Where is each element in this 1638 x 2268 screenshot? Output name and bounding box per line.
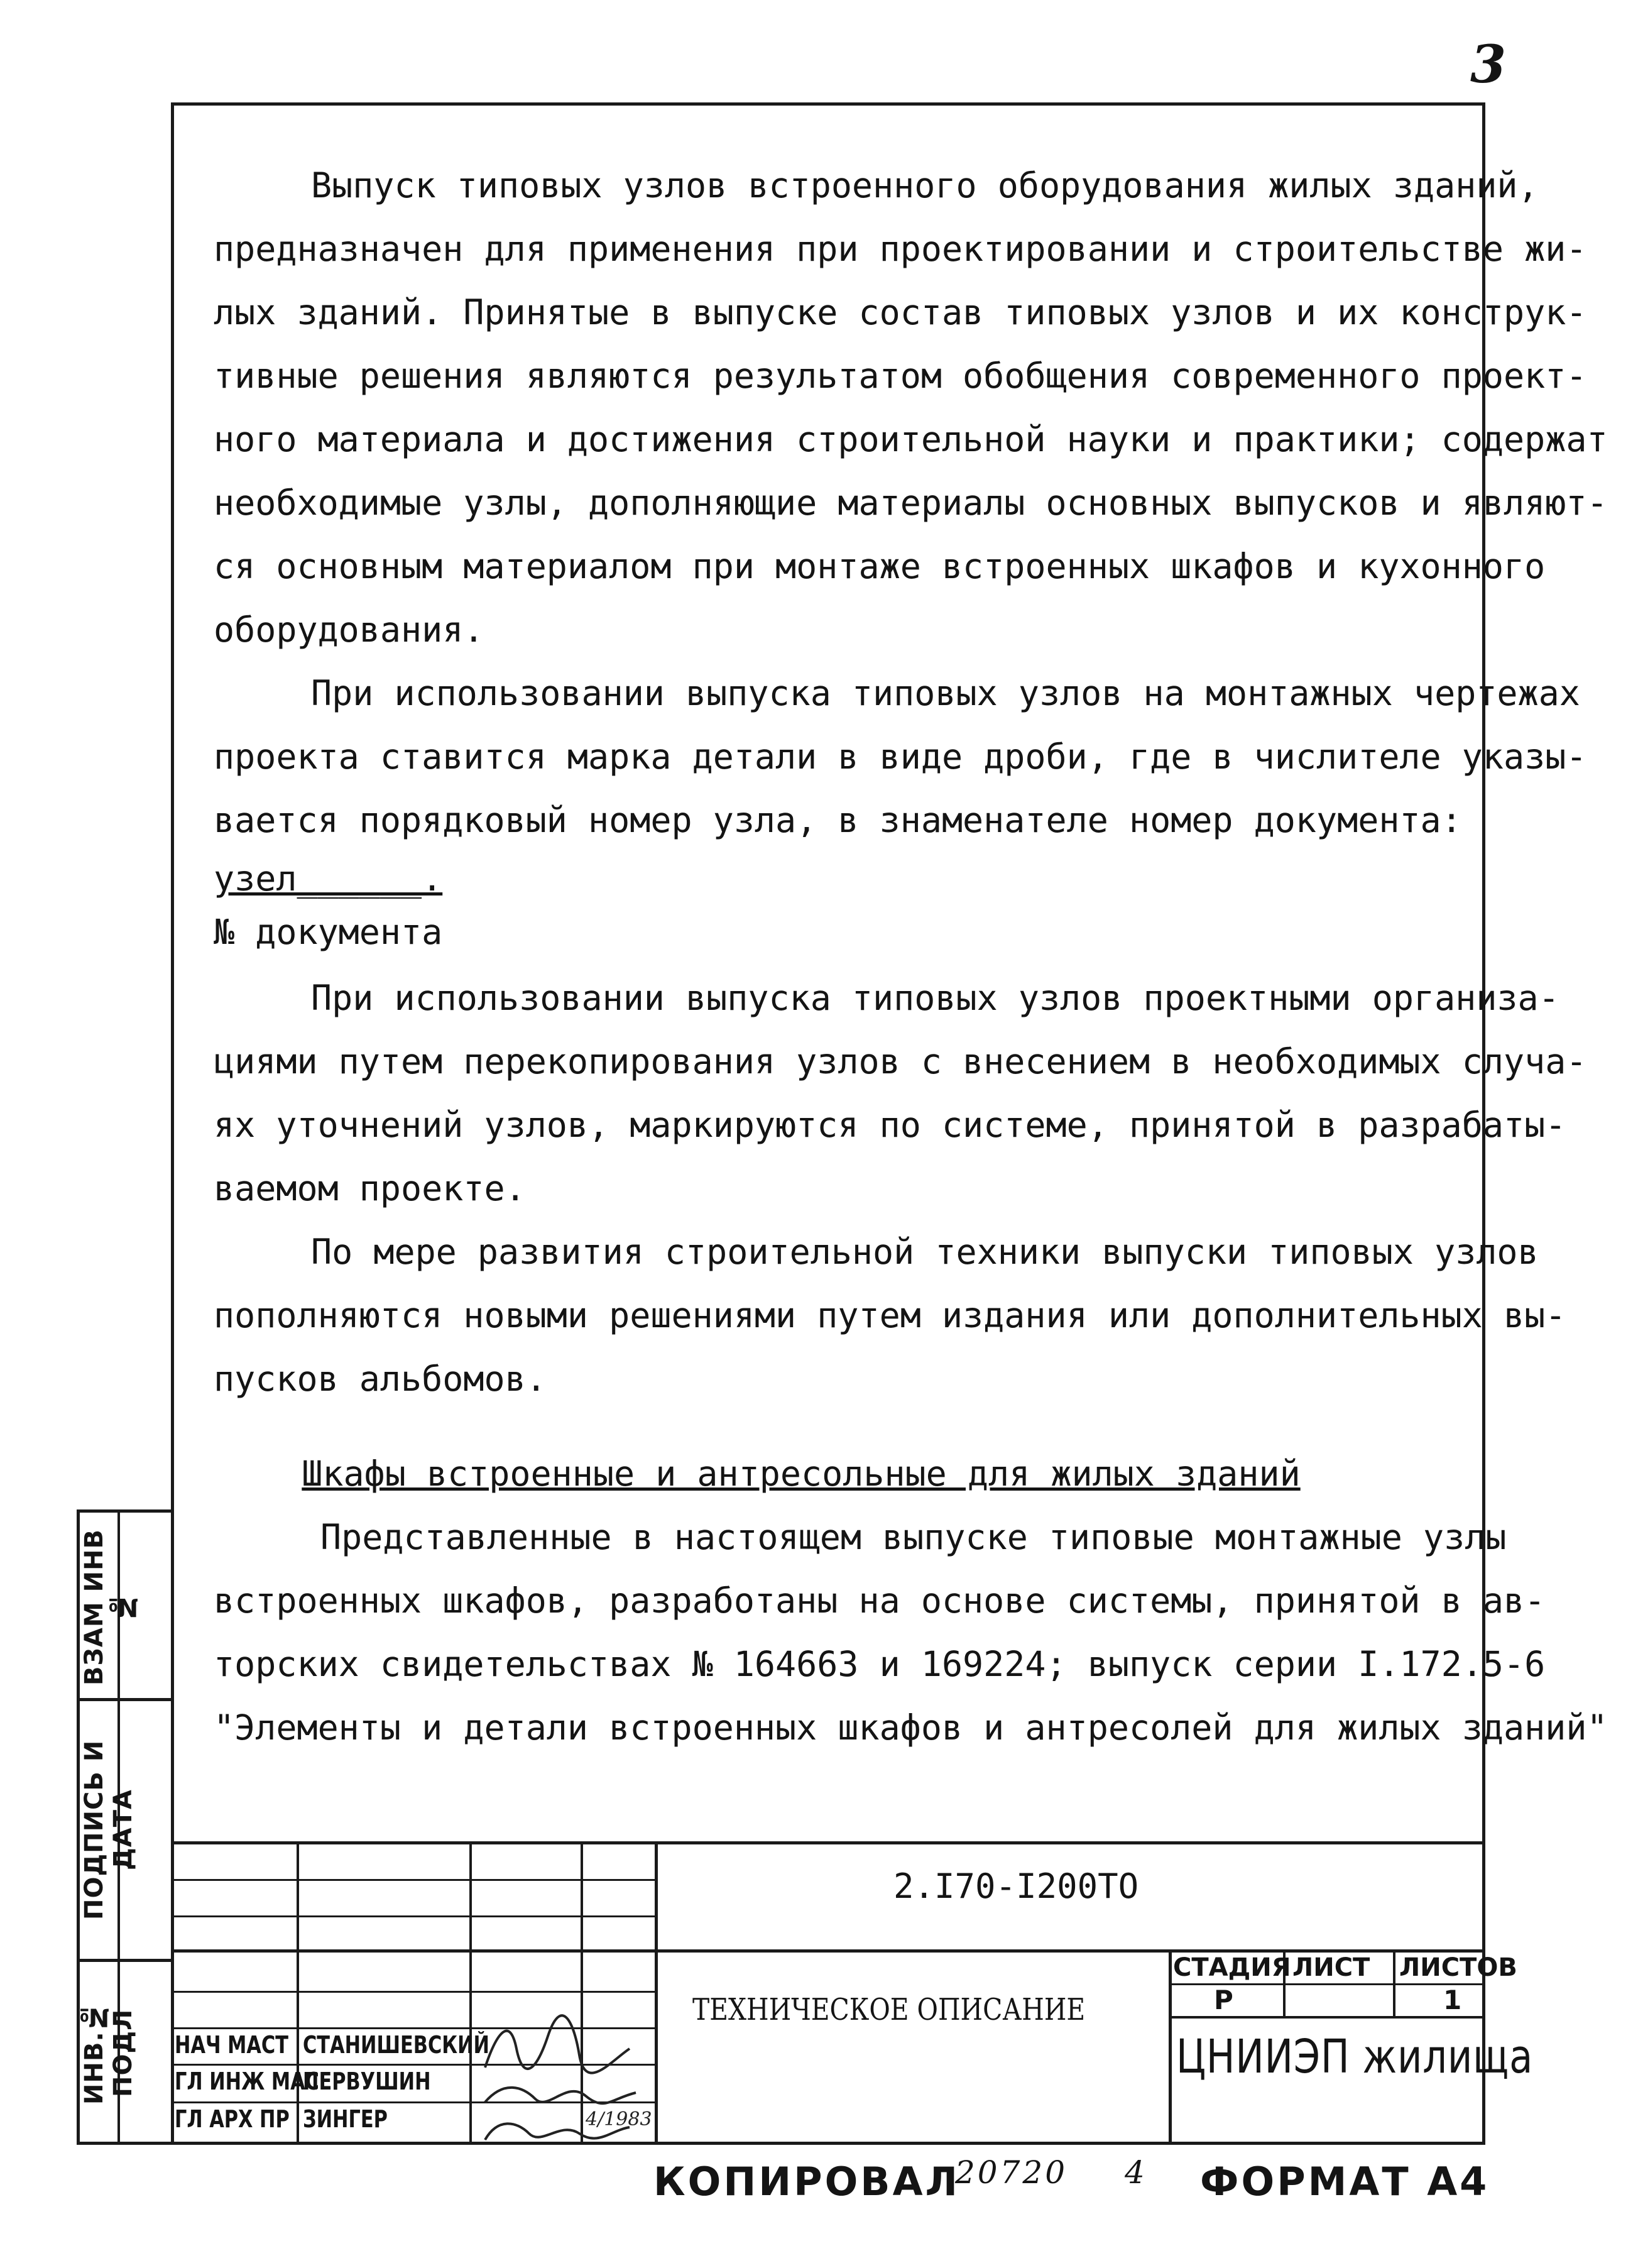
side-strip: [77, 1509, 171, 2145]
inv-orig-label: ИНВ.№ ПОДЛ: [80, 2002, 138, 2105]
body-line: Представленные в настоящем выпуске типовые монтажные узлы: [320, 1517, 1507, 1557]
title-block: [171, 1841, 1534, 2145]
body-line: По мере развития строительной техники выпуски типовых узлов: [311, 1232, 1539, 1272]
copied-label: КОПИРОВАЛ: [653, 2159, 961, 2205]
body-line: При использовании выпуска типовых узлов на монтажных чертежах: [311, 673, 1580, 713]
copy-number: 20720: [955, 2154, 1068, 2191]
person-name: ЗИНГЕР: [303, 2105, 388, 2133]
body-line: вается порядковый номер узла, в знаменателе номер документа:: [214, 800, 1462, 840]
vzam-inv-label: ВЗАМ ИНВ №: [80, 1528, 138, 1685]
body-line: предназначен для применения при проектировании и строительстве жи-: [214, 229, 1587, 269]
fraction-numerator: узел______.: [214, 858, 443, 899]
sign-date: 4/1983: [586, 2108, 652, 2130]
section-heading: Шкафы встроенные и антресольные для жилых зданий: [302, 1454, 1301, 1494]
stage-value: Р: [1214, 1985, 1233, 2015]
sheets-header: ЛИСТОВ: [1399, 1953, 1517, 1982]
body-line: пусков альбомов.: [214, 1359, 547, 1399]
role-label: ГЛ АРХ ПР: [175, 2105, 290, 2133]
body-line: проекта ставится марка детали в виде дроби, где в числителе указы-: [214, 737, 1587, 777]
role-label: НАЧ МАСТ: [175, 2031, 288, 2059]
body-line: торских свидетельствах № 164663 и 169224; выпуск серии I.172.5-6: [214, 1644, 1546, 1684]
sign-date-label: ПОДПИСЬ И ДАТА: [80, 1739, 138, 1920]
body-line: ного материала и достижения строительной науки и практики; содержат: [214, 419, 1608, 459]
body-line: оборудования.: [214, 610, 484, 650]
body-line: При использовании выпуска типовых узлов проектными организа-: [311, 978, 1559, 1018]
doc-code: 2.I70-I200ТО: [893, 1866, 1139, 1906]
page-number: 3: [1470, 35, 1507, 95]
doc-title: ТЕХНИЧЕСКОЕ ОПИСАНИЕ: [692, 1992, 1086, 2027]
body-line: ваемом проекте.: [214, 1168, 526, 1208]
body-line: необходимые узлы, дополняющие материалы основных выпусков и являют-: [214, 483, 1608, 523]
role-label: ГЛ ИНЖ МАС: [175, 2068, 319, 2095]
document-body: [214, 154, 1608, 1760]
stage-header: СТАДИЯ: [1173, 1953, 1291, 1982]
body-line: тивные решения являются результатом обобщения современного проект-: [214, 356, 1587, 396]
sheet-header: ЛИСТ: [1292, 1953, 1370, 1982]
organization: ЦНИИЭП жилища: [1176, 2030, 1534, 2084]
body-line: Выпуск типовых узлов встроенного оборудования жилых зданий,: [311, 165, 1539, 205]
format-label: ФОРМАТ А4: [1200, 2159, 1490, 2205]
body-line: пополняются новыми решениями путем издания или дополнительных вы-: [214, 1295, 1566, 1335]
person-name: СТАНИШЕВСКИЙ: [303, 2031, 489, 2059]
body-line: "Элементы и детали встроенных шкафов и антресолей для жилых зданий": [214, 1707, 1608, 1748]
sheets-value: 1: [1443, 1985, 1462, 2015]
body-line: циями путем перекопирования узлов с внесением в необходимых случа-: [214, 1041, 1587, 1082]
body-line: ся основным материалом при монтаже встроенных шкафов и кухонного: [214, 546, 1546, 586]
body-line: встроенных шкафов, разработаны на основе системы, принятой в ав-: [214, 1580, 1546, 1621]
body-line: ях уточнений узлов, маркируются по системе, принятой в разрабаты-: [214, 1105, 1566, 1145]
person-name: ПЕРВУШИН: [303, 2068, 431, 2095]
fraction-denominator: № документа: [214, 912, 443, 952]
body-line: лых зданий. Принятые в выпуске состав типовых узлов и их конструк-: [214, 292, 1587, 332]
copy-suffix: 4: [1125, 2154, 1147, 2191]
